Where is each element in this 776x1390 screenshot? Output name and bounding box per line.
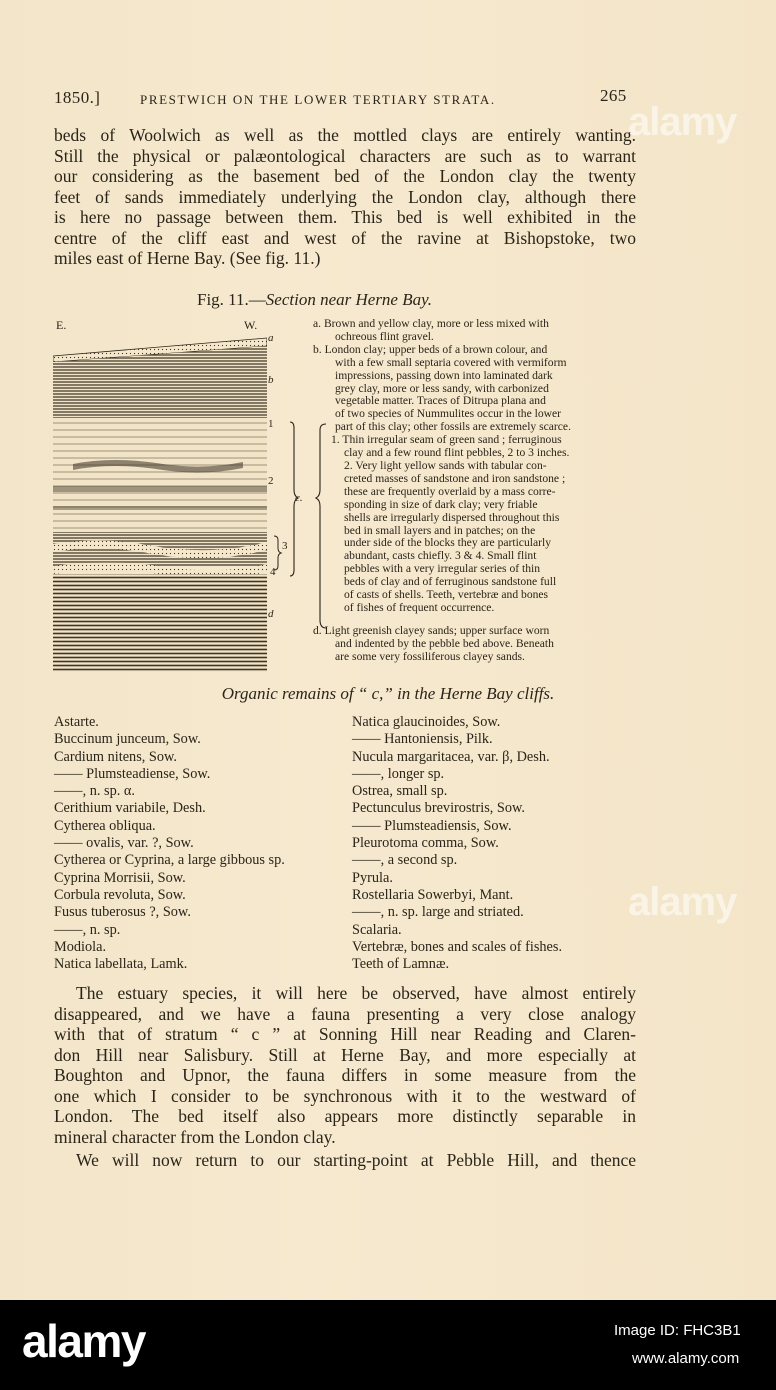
- text-line: beds of Woolwich as well as the mottled clays are entirely wanting.: [54, 125, 636, 145]
- figure-legend: [313, 318, 637, 664]
- legend-line: are some very fossiliferous clayey sands.: [335, 649, 525, 663]
- text-line: one which I consider to be synchronous with it to the westward of: [54, 1085, 636, 1106]
- text-line: London. The bed itself also appears more distinctly separable in: [54, 1106, 636, 1126]
- list-item: —— Plumsteadiensis, Sow.: [352, 817, 512, 834]
- header-year: 1850.]: [54, 88, 101, 107]
- list-item: Natica labellata, Lamk.: [54, 956, 188, 973]
- bed-label-b: b: [268, 374, 274, 386]
- watermark-logo: alamy: [628, 880, 737, 924]
- text-line: miles east of Herne Bay. (See fig. 11.): [54, 248, 321, 268]
- list-item: Cyprina Morrisii, Sow.: [54, 869, 186, 886]
- footer-logo: alamy: [22, 1315, 145, 1367]
- legend-line: and indented by the pebble bed above. Beneath: [335, 636, 554, 650]
- list-item: ——, a second sp.: [352, 852, 458, 869]
- text-line: don Hill near Salisbury. Still at Herne Bay, and more especially at: [54, 1044, 636, 1065]
- list-item: Cerithium variabile, Desh.: [54, 800, 206, 817]
- legend-line: b. London clay; upper beds of a brown colour, and: [313, 342, 548, 356]
- text-line: We will now return to our starting-point at Pebble Hill, and thence: [76, 1150, 636, 1170]
- legend-line: these are frequently overlaid by a mass corre-: [344, 484, 556, 498]
- legend-line: creted masses of sandstone and iron sandstone ;: [344, 471, 566, 485]
- page-number: 265: [600, 86, 627, 105]
- text-line: mineral character from the London clay.: [54, 1126, 336, 1147]
- legend-line: ochreous flint gravel.: [335, 329, 434, 343]
- list-item: Ostrea, small sp.: [352, 783, 448, 800]
- list-item: Teeth of Lamnæ.: [352, 956, 450, 973]
- footer-image-id: Image ID: FHC3B1: [614, 1322, 741, 1339]
- list-item: Cardium nitens, Sow.: [54, 748, 177, 765]
- list-item: Rostellaria Sowerbyi, Mant.: [352, 886, 514, 903]
- list-item: Buccinum junceum, Sow.: [54, 731, 201, 748]
- list-item: —— Plumsteadiense, Sow.: [54, 765, 211, 782]
- intro-paragraph: [54, 125, 636, 269]
- bed-label-3: 3: [282, 540, 288, 552]
- closing-paragraph: [54, 983, 636, 1147]
- legend-line: clay and a few round flint pebbles, 2 to 3 inches.: [344, 446, 570, 460]
- legend-line: abundant, casts chiefly. 3 & 4. Small flint: [344, 549, 537, 563]
- legend-line: of casts of shells. Teeth, vertebræ and bones: [344, 588, 549, 602]
- legend-line: impressions, passing down into laminated dark: [335, 368, 553, 382]
- list-item: Cytherea or Cyprina, a large gibbous sp.: [54, 852, 285, 869]
- legend-line: pebbles with a very irregular series of thin: [344, 562, 541, 576]
- legend-line: of two species of Nummulites occur in the lower: [335, 407, 562, 421]
- list-item: Pleurotoma comma, Sow.: [352, 835, 499, 852]
- text-line: is here no passage between them. This bed is well exhibited in the: [54, 207, 636, 227]
- list-item: Corbula revoluta, Sow.: [54, 886, 186, 903]
- list-item: ——, longer sp.: [352, 765, 445, 782]
- bed-label-c: c.: [295, 492, 303, 504]
- legend-line: a. Brown and yellow clay, more or less mixed with: [313, 317, 549, 330]
- header-title: PRESTWICH ON THE LOWER TERTIARY STRATA.: [140, 92, 496, 107]
- legend-line: beds of clay and of ferruginous sandstone full: [344, 575, 557, 589]
- species-list-right: [352, 714, 562, 973]
- legend-line: grey clay, more or less sandy, with carbonized: [335, 381, 549, 395]
- legend-line: shells are irregularly dispersed throughout this: [344, 510, 560, 524]
- section-drawing: [53, 336, 267, 672]
- list-item: Pectunculus brevirostris, Sow.: [352, 800, 526, 817]
- figure-caption: [197, 290, 432, 310]
- list-item: Vertebræ, bones and scales of fishes.: [352, 938, 563, 955]
- list-item: Nucula margaritacea, var. β, Desh.: [352, 748, 550, 765]
- bed-label-4: 4: [270, 566, 276, 578]
- bed-1-seam: [53, 418, 267, 428]
- list-item: Pyrula.: [352, 869, 393, 886]
- list-item: Modiola.: [54, 938, 107, 955]
- bed-label-2: 2: [268, 475, 274, 487]
- legend-line: of fishes of frequent occurrence.: [344, 600, 495, 614]
- figure-caption-title: Section near Herne Bay.: [265, 290, 432, 309]
- bed-2-sands: [53, 428, 267, 532]
- legend-line: sponding in size of dark clay; very friable: [344, 497, 538, 511]
- text-line: our considering as the basement bed of the London clay the twenty: [54, 166, 636, 186]
- text-line: Still the physical or palæontological characters are such as to warrant: [54, 145, 636, 166]
- bed-label-a: a: [268, 332, 274, 344]
- list-item: Fusus tuberosus ?, Sow.: [54, 904, 191, 921]
- bed-label-1: 1: [268, 418, 274, 430]
- legend-line: d. Light greenish clayey sands; upper surface worn: [313, 623, 550, 637]
- text-line: centre of the cliff east and west of the ravine at Bishopstoke, two: [54, 227, 636, 248]
- text-line: with that of stratum “ c ” at Sonning Hill near Reading and Claren-: [54, 1024, 636, 1044]
- legend-line: vegetable matter. Traces of Ditrupa plana and: [335, 394, 546, 408]
- list-item: ——, n. sp. α.: [54, 783, 135, 800]
- list-item: —— ovalis, var. ?, Sow.: [54, 835, 194, 852]
- text-line: disappeared, and we have a fauna presenting a very close analogy: [54, 1003, 636, 1024]
- list-item: Astarte.: [54, 714, 99, 730]
- geological-section: [53, 336, 267, 672]
- list-item: Scalaria.: [352, 921, 402, 938]
- legend-line: under side of the blocks they are particularly: [344, 536, 552, 550]
- text-line: The estuary species, it will here be observed, have almost entirely: [76, 983, 636, 1003]
- final-paragraph: [54, 1150, 636, 1171]
- direction-west: W.: [244, 318, 258, 332]
- watermark-footer: [0, 1300, 776, 1390]
- direction-east: E.: [56, 318, 67, 332]
- text-line: Boughton and Upnor, the fauna differs in some measure from the: [54, 1065, 636, 1085]
- watermark-logo: alamy: [628, 100, 737, 144]
- species-list-left: [54, 714, 285, 973]
- list-item: —— Hantoniensis, Pilk.: [352, 731, 493, 748]
- list-item: Natica glaucinoides, Sow.: [352, 714, 501, 730]
- text-line: feet of sands immediately underlying the London clay, although there: [54, 186, 636, 207]
- legend-line: 1. Thin irregular seam of green sand ; ferruginous: [331, 433, 562, 447]
- organic-remains-heading: Organic remains of “ c,” in the Herne Bay cliffs.: [221, 684, 555, 703]
- legend-line: with a few small septaria covered with vermiform: [335, 355, 567, 369]
- bed-label-d: d: [268, 608, 274, 620]
- bed-d-clayey-sands: [53, 574, 267, 672]
- legend-line: 2. Very light yellow sands with tabular con-: [344, 458, 547, 472]
- list-item: ——, n. sp.: [54, 921, 121, 938]
- legend-line: bed in small layers and in patches; on the: [344, 523, 536, 537]
- legend-line: part of this clay; other fossils are extremely scarce.: [335, 420, 571, 434]
- list-item: Cytherea obliqua.: [54, 817, 156, 834]
- list-item: ——, n. sp. large and striated.: [352, 904, 524, 921]
- figure-caption-prefix: Fig. 11.—: [197, 290, 266, 309]
- footer-url: www.alamy.com: [632, 1350, 740, 1367]
